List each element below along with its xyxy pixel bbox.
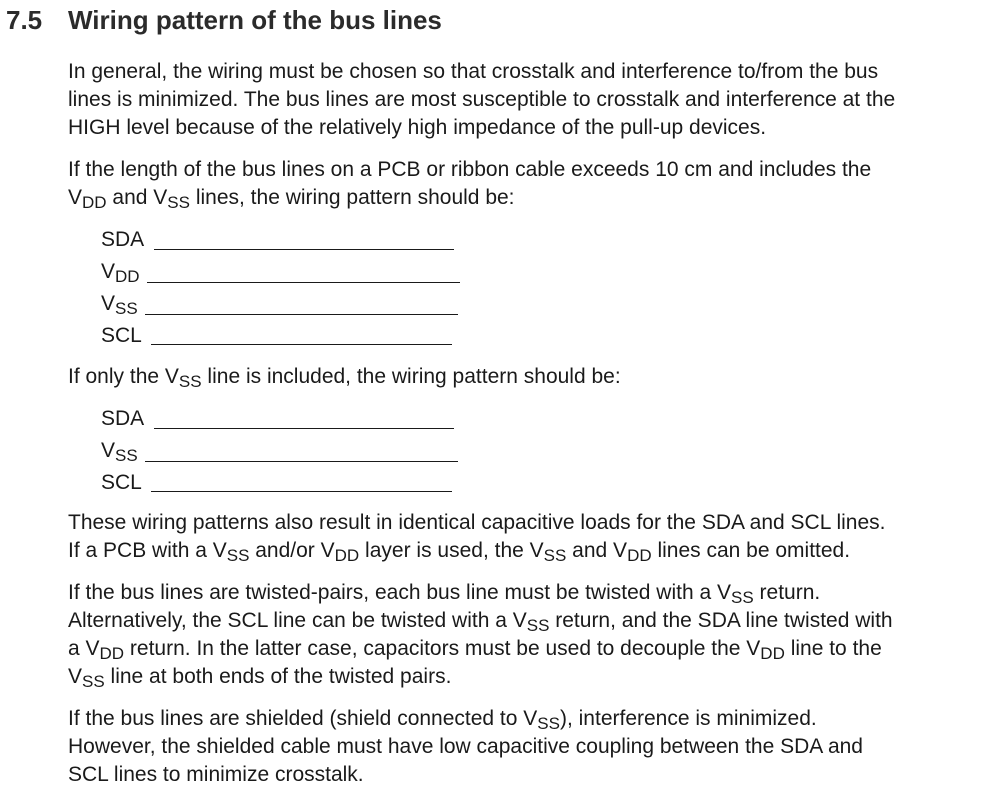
capacitive-loads-paragraph [68,509,993,565]
text-line: Alternatively, the SCL line can be twisted with a VSS return, and the SDA line twisted with [68,609,893,635]
intro-paragraph [68,58,993,142]
text-line: In general, the wiring must be chosen so that crosstalk and interference to/from the bus [68,60,879,83]
text-line: If only the VSS line is included, the wiring pattern should be: [68,365,621,391]
text-line: a VDD return. In the latter case, capacitors must be used to decouple the VDD line to the [68,637,882,663]
wire-label-vss: VSS [101,292,138,318]
wire-line-vdd [147,282,460,283]
wire-line-scl [151,344,452,345]
section-title: Wiring pattern of the bus lines [68,5,442,35]
text-line: If the bus lines are shielded (shield connected to VSS), interference is minimized. [68,707,817,733]
text-line: VSS line at both ends of the twisted pairs. [68,665,452,691]
text-line: If a PCB with a VSS and/or VDD layer is used, the VSS and VDD lines can be omitted. [68,539,851,565]
text-line: If the bus lines are twisted-pairs, each bus line must be twisted with a VSS return. [68,581,821,607]
text-line: lines is minimized. The bus lines are most susceptible to crosstalk and interference at the [68,88,896,111]
text-line: However, the shielded cable must have low capacitive coupling between the SDA and [68,735,863,758]
twisted-pairs-paragraph [68,579,993,691]
wire-label-vdd: VDD [101,260,140,286]
length-condition-paragraph [68,156,993,212]
section-heading [6,4,442,36]
text-line: VDD and VSS lines, the wiring pattern should be: [68,186,515,212]
vss-only-paragraph [68,363,993,391]
wire-line-scl [151,491,452,492]
text-line: If the length of the bus lines on a PCB or ribbon cable exceeds 10 cm and includes the [68,158,872,181]
wire-label-scl: SCL [101,471,142,494]
wire-label-vss: VSS [101,439,138,465]
wire-line-vss [145,461,458,462]
shielded-paragraph [68,705,993,789]
text-line: These wiring patterns also result in identical capacitive loads for the SDA and SCL lines. [68,511,886,534]
wire-line-sda [154,428,454,429]
wire-line-vss [145,314,458,315]
wire-line-sda [154,249,454,250]
wire-label-scl: SCL [101,324,142,347]
wire-label-sda: SDA [101,228,145,251]
section-number: 7.5 [6,5,43,35]
wire-label-sda: SDA [101,407,145,430]
text-line: HIGH level because of the relatively high impedance of the pull-up devices. [68,116,767,139]
text-line: SCL lines to minimize crosstalk. [68,763,364,786]
